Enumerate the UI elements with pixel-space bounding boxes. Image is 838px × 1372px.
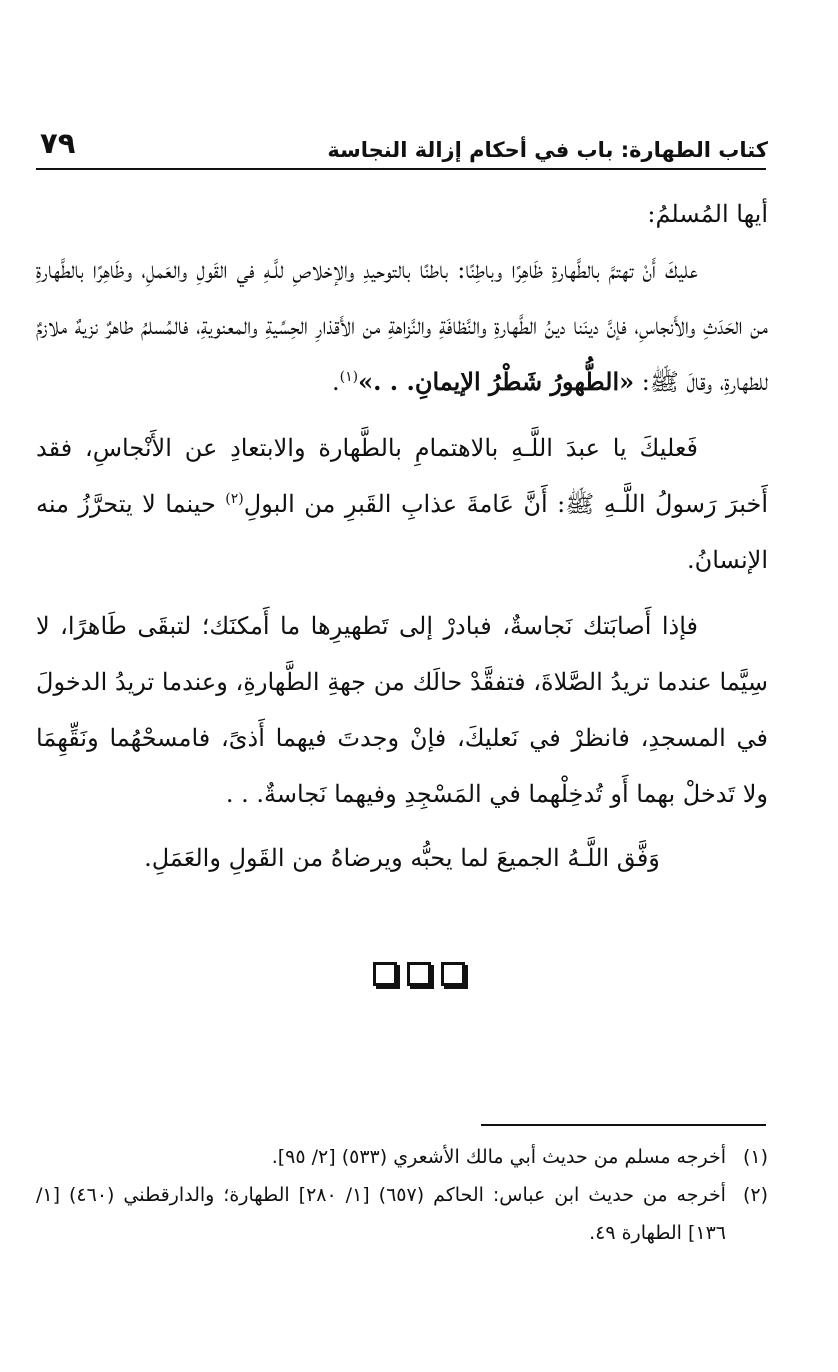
heading: أيها المُسلمُ: <box>647 200 768 228</box>
footnote-text: أخرجه مسلم من حديث أبي مالك الأشعري (٥٣٣) [٢/ ٩٥]. <box>271 1146 726 1168</box>
footnote-ref-2[interactable]: (٢) <box>225 491 244 507</box>
footnote-number: (٢) <box>742 1184 768 1206</box>
footnote-rule <box>481 1124 766 1126</box>
hadith-quote: «الطُّهورُ شَطْرُ الإيمانِ. . .» <box>358 367 635 396</box>
main-text <box>36 186 768 886</box>
paragraph-2-text-a: فَعليكَ يا عبدَ اللَّـهِ بالاهتمامِ بالطَّهارة والابتعادِ عن الأَنْجاسِ، فقد أَخبرَ رَسولُ اللَّـهِ ﷺ: أَنَّ عَامةَ عذابِ القَبرِ من البولِ <box>36 434 768 518</box>
paragraph-2-text-b: حينما لا يتحرَّزُ منه الإنسانُ. <box>36 490 768 574</box>
ornament-box-icon <box>407 962 431 986</box>
footnote-ref-1[interactable]: (١) <box>339 369 359 385</box>
paragraph-1 <box>36 242 768 410</box>
header-rule <box>36 168 766 170</box>
footnote-2 <box>36 1176 768 1252</box>
paragraph-4: وَفَّق اللَّـهُ الجميعَ لما يحبُّه ويرضاهُ من القَولِ والعَمَلِ. <box>144 844 660 872</box>
paragraph-1-end: . <box>331 368 340 396</box>
section-ornament <box>0 962 838 986</box>
running-title: كتاب الطهارة: باب في أحكام إزالة النجاسة <box>327 138 768 162</box>
footnote-text: أخرجه من حديث ابن عباس: الحاكم (٦٥٧) [١/ ٢٨٠] الطهارة؛ والدارقطني (٤٦٠) [١/ ١٣٦] الطهارة ٤٩. <box>36 1184 726 1244</box>
paragraph-2 <box>36 420 768 588</box>
footnotes <box>36 1138 768 1252</box>
ornament-box-icon <box>441 962 465 986</box>
footnote-1 <box>36 1138 768 1176</box>
page-header <box>40 118 768 168</box>
paragraph-1-text: عليكَ أَنْ تهتمَّ بالطَّهارةِ ظَاهِرًا وباطِنًا: باطنًا بالتوحيدِ والإخلاصِ للَّـهِ في القَولِ والعَملِ، وظَاهِرًا بالطَّهارةِ من الحَدَثِ والأَنجاسِ، فإنَّ دينَنا دينُ الطَّهارةِ والنَّظافَةِ والنَّزاهةِ من الأَقذارِ الحِسِّيةِ والمعنويةِ، فالمُسلمُ طاهرٌ نزيهٌ ملازمٌ للطهارةِ، وقالَ ﷺ: <box>36 256 768 396</box>
footnote-number: (١) <box>742 1146 768 1168</box>
page-number: ٧٩ <box>40 126 76 160</box>
ornament-box-icon <box>373 962 397 986</box>
paragraph-3: فإذا أَصابَتك نَجاسةٌ، فبادرْ إلى تَطهيرِها ما أَمكنَك؛ لتبقَى طَاهرًا، لا سِيَّما عندما تريدُ الصَّلاةَ، فتفقَّدْ حالَك من جهةِ الطَّهارةِ، وعندما تريدُ الدخولَ في المسجدِ، فانظرْ في نَعليكَ، فإنْ وجدتَ فيهما أَذىً، فامسحْهُما ونَقِّهِمَا ولا تَدخلْ بهما أَو تُدخِلْهما في المَسْجِدِ وفيهما نَجاسةٌ. . . <box>36 612 768 808</box>
